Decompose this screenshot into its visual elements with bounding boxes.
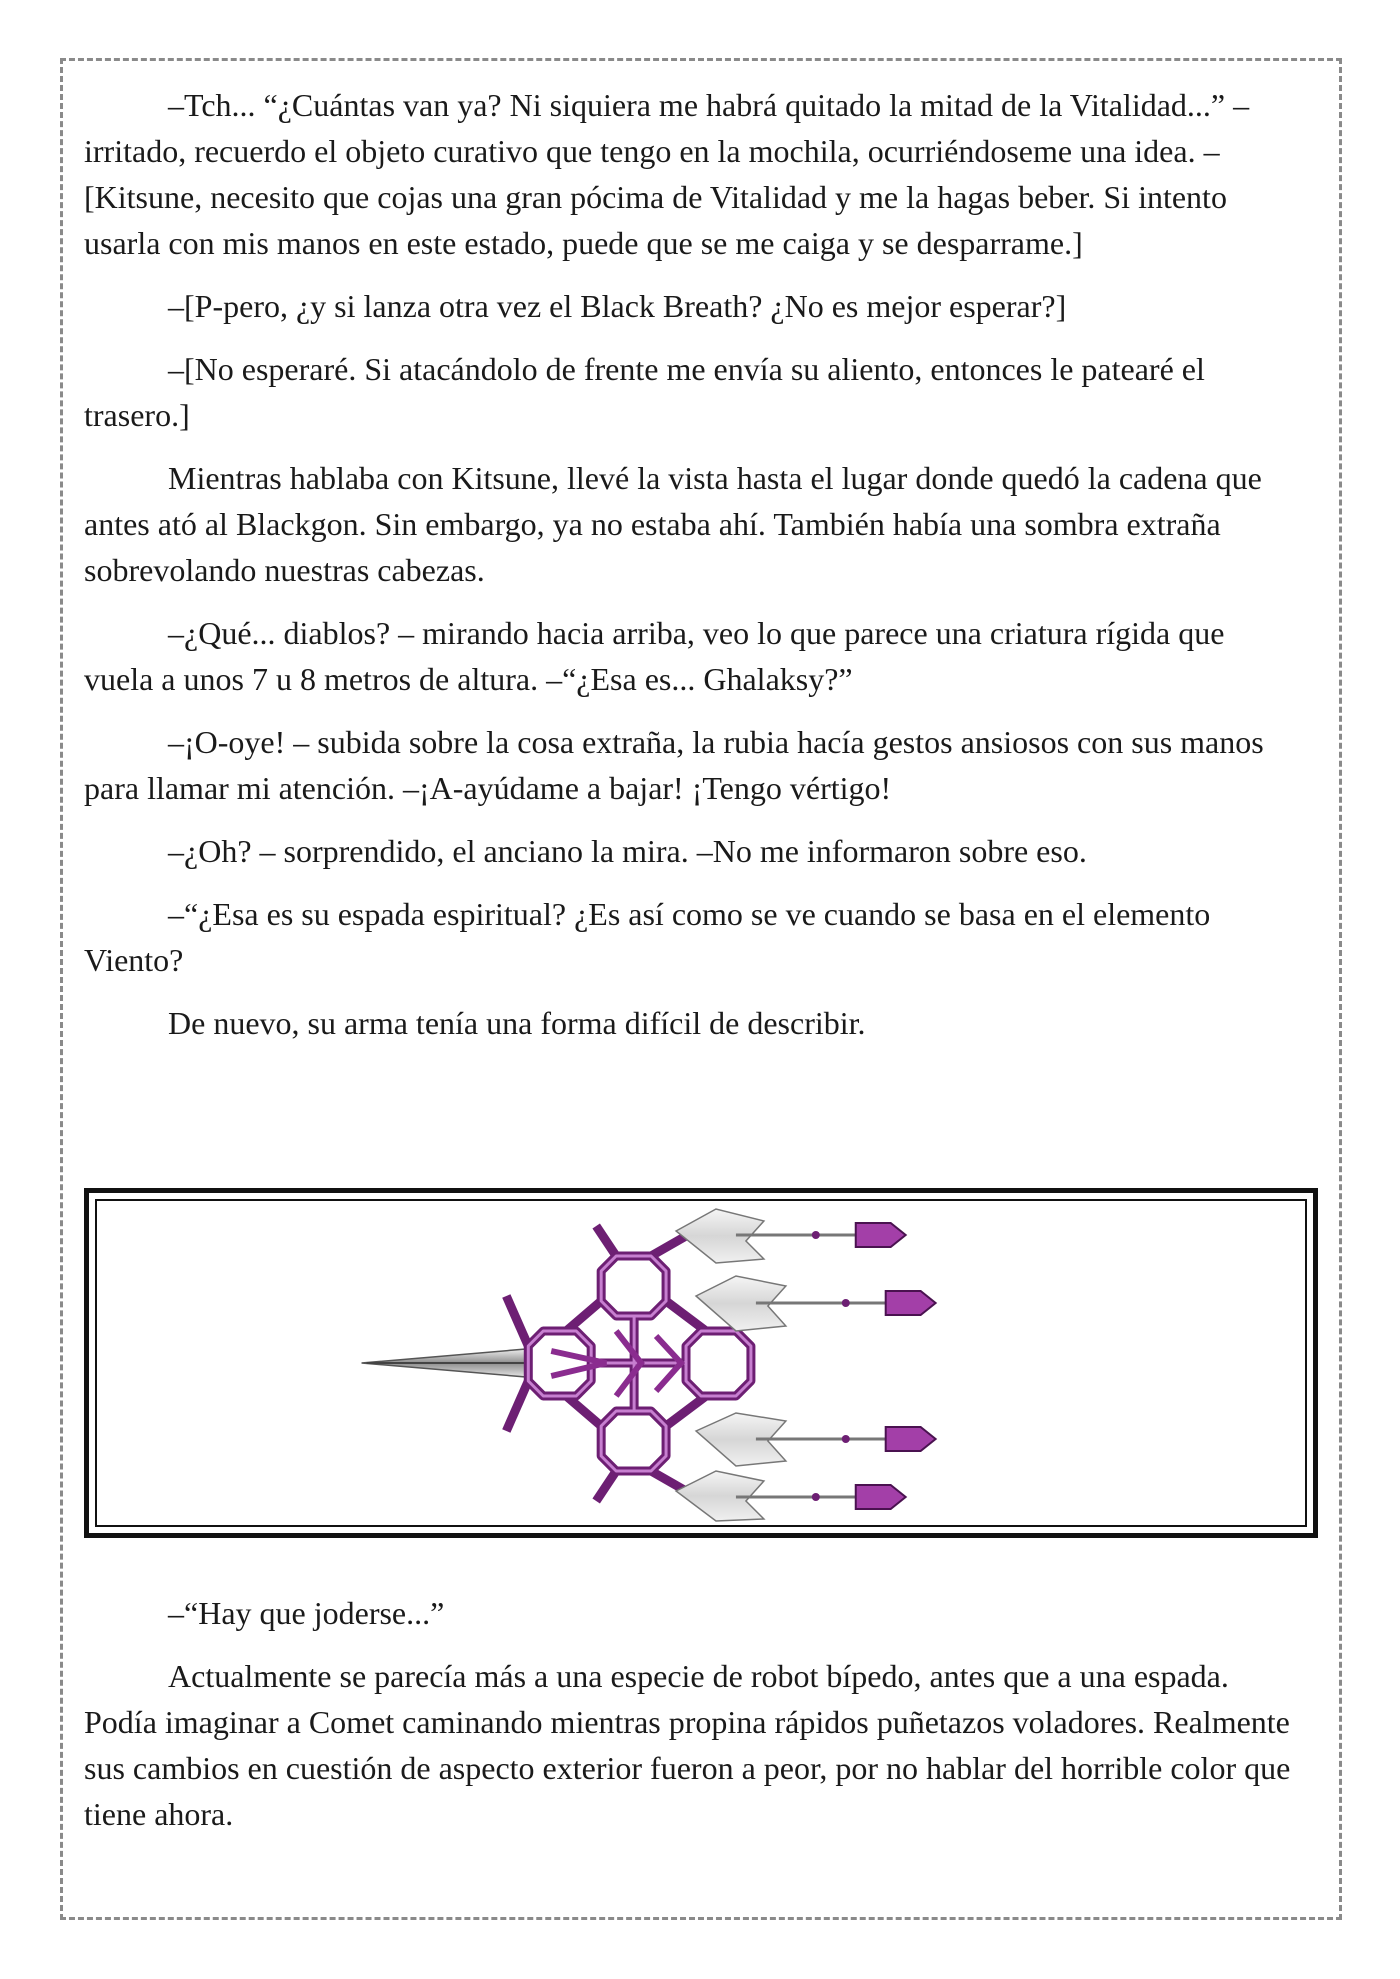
paragraph: –¿Qué... diablos? – mirando hacia arriba, veo lo que parece una criatura rígida que vuela a unos 7 u 8 metros de altura. –“¿Esa es... Ghalaksy?” [84,615,1225,697]
paragraph: –¡O-oye! – subida sobre la cosa extraña, la rubia hacía gestos ansiosos con sus manos para llamar mi atención. –¡A-ayúdame a bajar! ¡Tengo vértigo! [84,724,1264,806]
story-text-bottom [84,1590,1294,1854]
central-blade [362,1349,527,1377]
story-text-top [84,82,1294,1063]
fist-arm-2 [696,1276,936,1331]
fist-arm-4 [676,1471,906,1521]
fist-arm-3 [696,1413,936,1466]
fist-arm-1 [676,1209,906,1263]
paragraph: –¿Oh? – sorprendido, el anciano la mira. –No me informaron sobre eso. [168,833,1087,869]
paragraph: Mientras hablaba con Kitsune, llevé la vista hasta el lugar donde quedó la cadena que antes ató al Blackgon. Sin embargo, ya no estaba ahí. También había una sombra extraña sobrevolando nuestras cabezas. [84,460,1262,588]
illustration-panel [95,1199,1307,1527]
illustration-frame [84,1188,1318,1538]
paragraph: –[P-pero, ¿y si lanza otra vez el Black Breath? ¿No es mejor esperar?] [168,288,1067,324]
paragraph: –[No esperaré. Si atacándolo de frente me envía su aliento, entonces le patearé el trasero.] [84,351,1205,433]
paragraph: –Tch... “¿Cuántas van ya? Ni siquiera me habrá quitado la mitad de la Vitalidad...” – irritado, recuerdo el objeto curativo que tengo en la mochila, ocurriéndoseme una idea. –[Kitsune, necesito que cojas una gran pócima de Vitalidad y me la hagas beber. Si intento usarla con mis manos en este estado, puede que se me caiga y se desparrame.] [84,87,1250,261]
paragraph: –“¿Esa es su espada espiritual? ¿Es así como se ve cuando se basa en el elemento Viento? [84,896,1211,978]
spirit-sword-illustration [97,1201,1305,1525]
paragraph: Actualmente se parecía más a una especie de robot bípedo, antes que a una espada. Podía imaginar a Comet caminando mientras propina rápidos puñetazos voladores. Realmente sus cambios en cuestión de aspecto exterior fueron a peor, por no hablar del horrible color que tiene ahora. [84,1658,1291,1832]
paragraph: De nuevo, su arma tenía una forma difícil de describir. [168,1005,866,1041]
paragraph: –“Hay que joderse...” [168,1595,445,1631]
